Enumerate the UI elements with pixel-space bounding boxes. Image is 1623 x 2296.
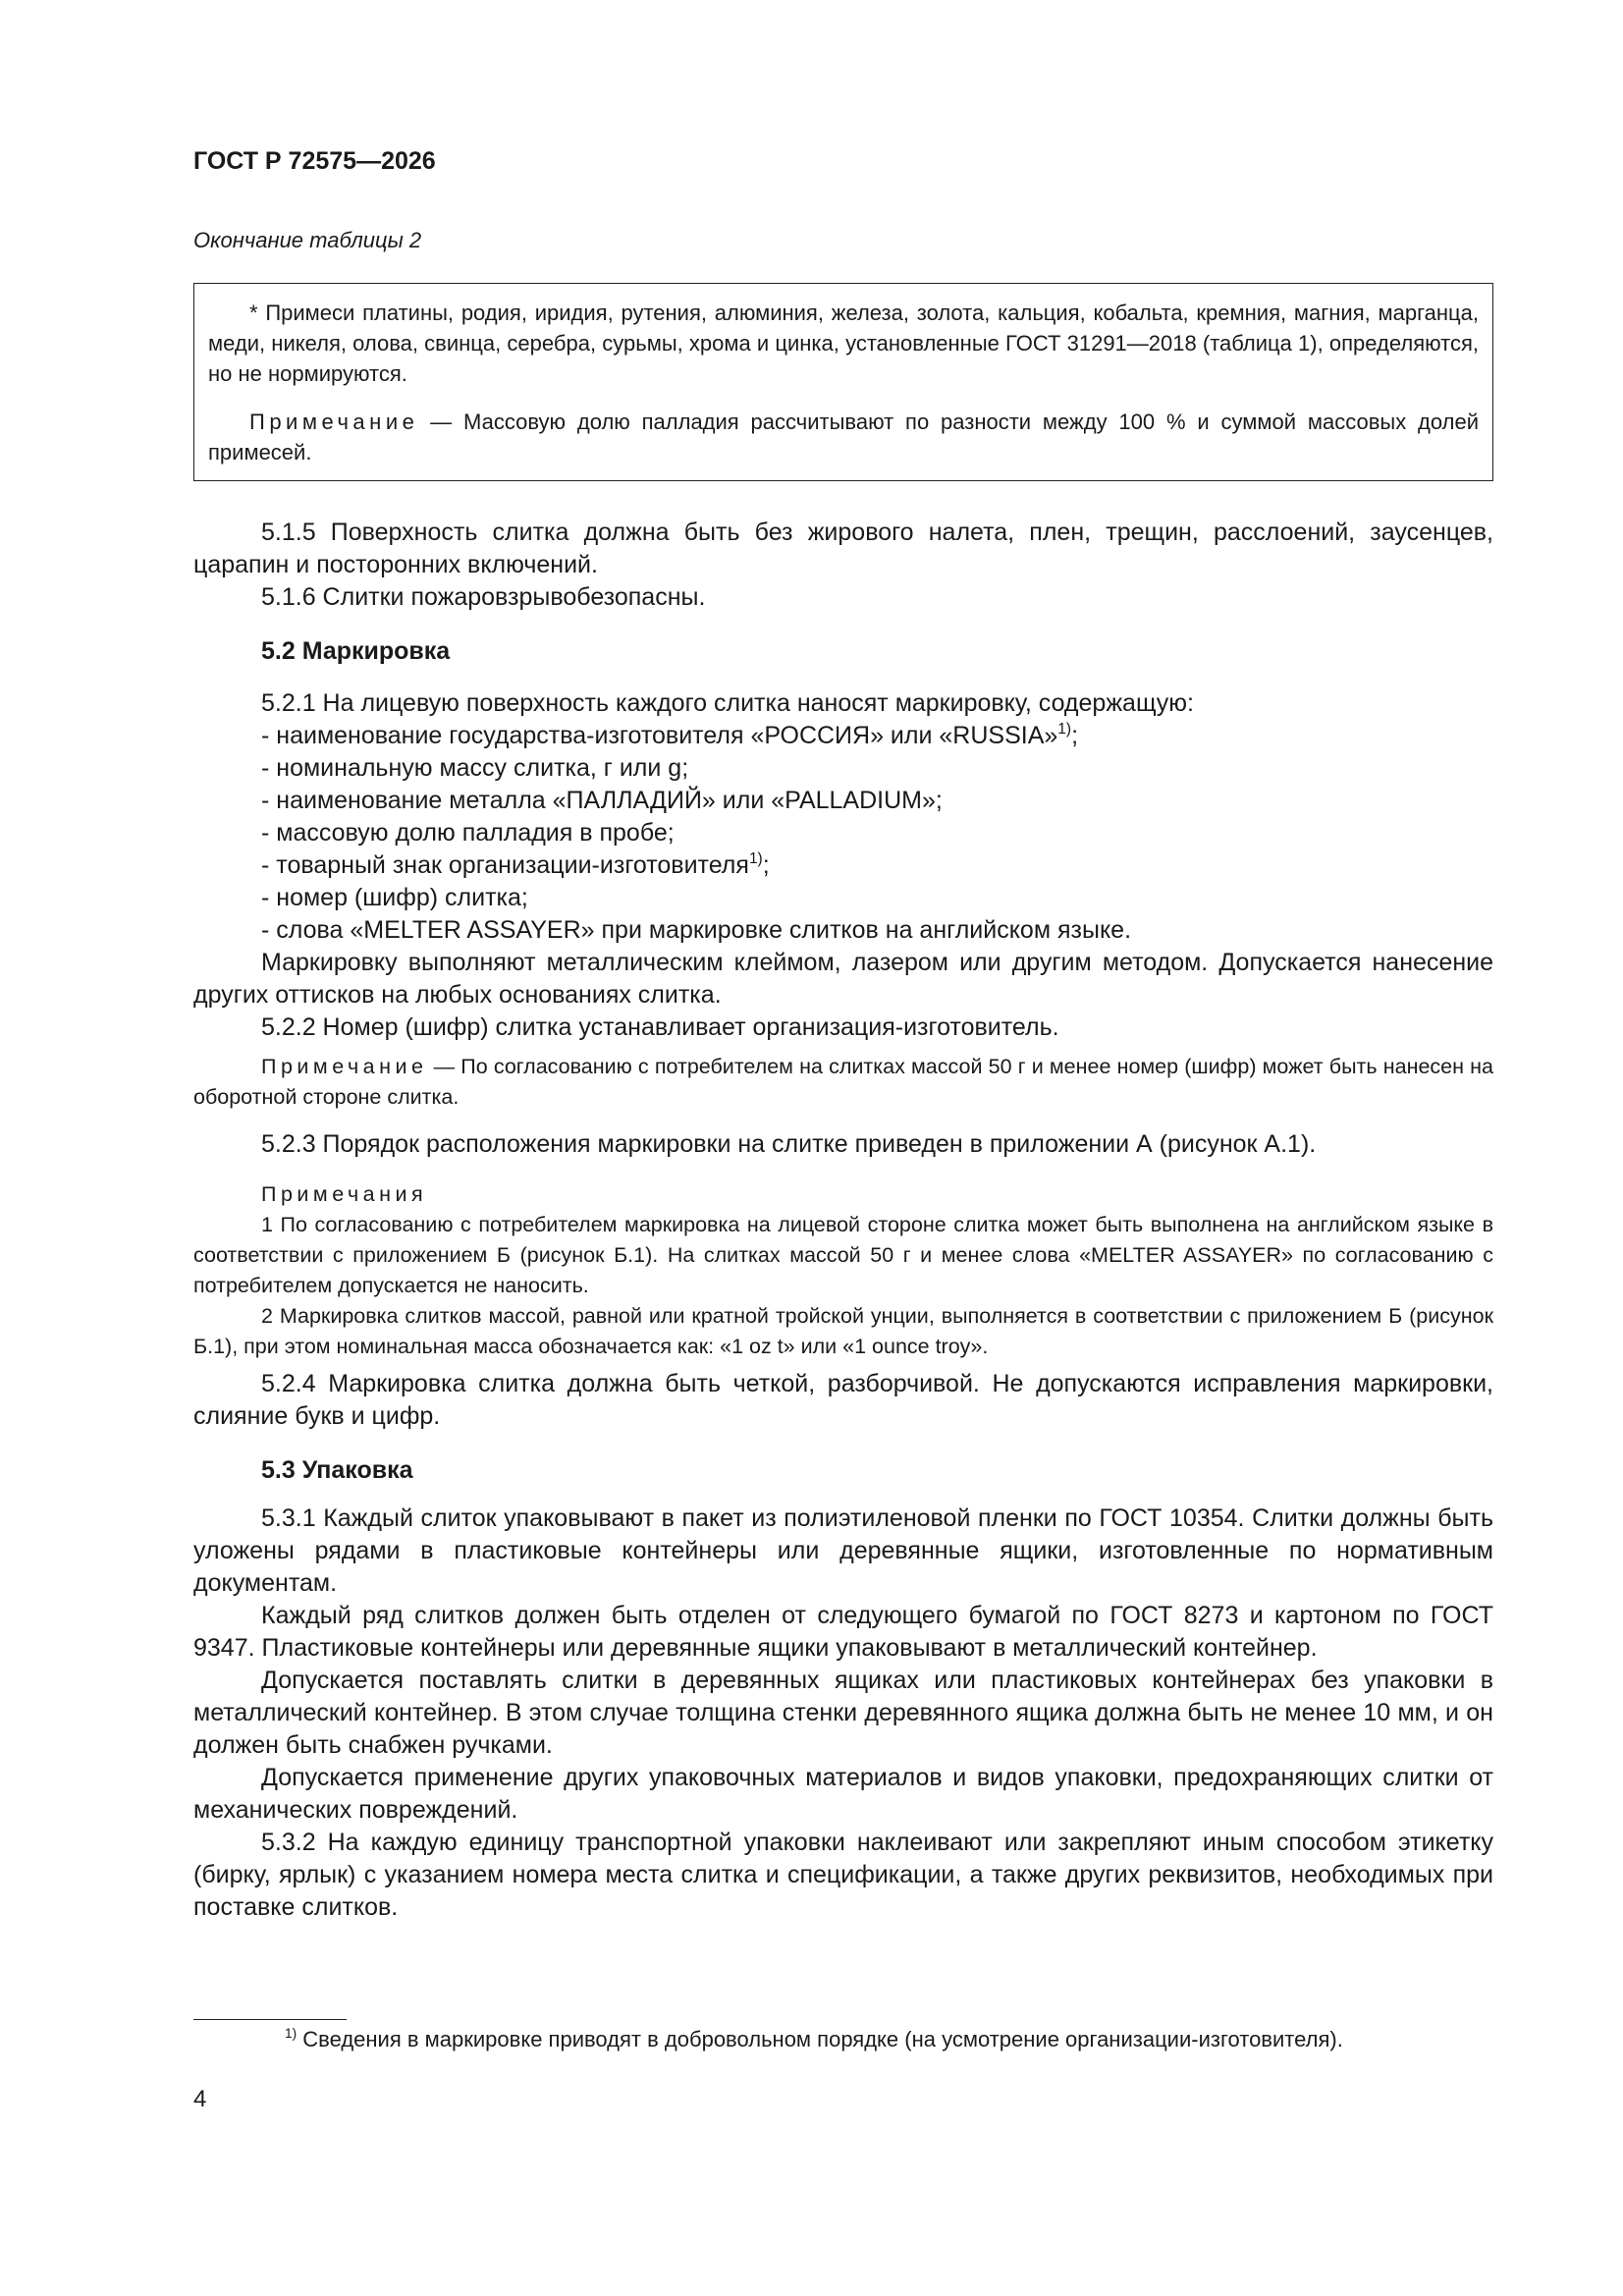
section-5-2-4 <box>193 1368 1493 1433</box>
section-5-1-tail <box>193 517 1493 614</box>
page-number: 4 <box>193 2086 207 2112</box>
note-text: — Массовую долю палладия рассчитывают по разности между 100 % и суммой массовых долей примесей. <box>208 410 1479 465</box>
heading-5-3: 5.3 Упаковка <box>261 1456 413 1484</box>
paragraph-marking-method: Маркировку выполняют металлическим клеймом, лазером или другим методом. Допускается нанесение других оттисков на любых основаниях слитка. <box>193 949 1493 1009</box>
note-item-2: 2 Маркировка слитков массой, равной или кратной тройской унции, выполняется в соответствии с приложением Б (рисунок Б.1), при этом номинальная масса обозначается как: «1 oz t» или «1 ounce troy». <box>193 1304 1493 1358</box>
heading-5-2: 5.2 Маркировка <box>261 637 451 665</box>
list-item: - номинальную массу слитка, г или g; <box>261 754 689 782</box>
notes-label: Примечания <box>261 1182 428 1206</box>
table-footnote-box <box>193 283 1493 481</box>
list-item: - номер (шифр) слитка; <box>261 884 528 911</box>
section-5-2-body <box>193 687 1493 1044</box>
footnote-divider <box>193 2019 347 2020</box>
list-item: - слова «MELTER ASSAYER» при маркировке слитков на английском языке. <box>261 916 1132 944</box>
list-item: - наименование государства-изготовителя «РОССИЯ» или «RUSSIA»$^{1)}$; <box>261 720 1079 749</box>
section-5-3-body <box>193 1503 1493 1924</box>
table-footnote: * Примеси платины, родия, иридия, рутения, алюминия, железа, золота, кальция, кобальта, кремния, магния, марганца, меди, никеля, олова, свинца, серебра, сурьмы, хрома и цинка, установленные ГОСТ 31291—2018 (таблица 1), определяются, но не нормируются. <box>208 301 1479 386</box>
document-number: ГОСТ Р 72575—2026 <box>193 147 436 175</box>
paragraph-rows: Каждый ряд слитков должен быть отделен от следующего бумагой по ГОСТ 8273 и картоном по ГОСТ 9347. Пластиковые контейнеры или деревянные ящики упаковывают в металлический контейнер. <box>193 1602 1493 1662</box>
note-5-2-2 <box>193 1052 1493 1113</box>
list-item: - массовую долю палладия в пробе; <box>261 819 675 847</box>
paragraph-5-2-4: 5.2.4 Маркировка слитка должна быть четкой, разборчивой. Не допускаются исправления маркировки, слияние букв и цифр. <box>193 1370 1493 1430</box>
section-5-3 <box>193 1454 1493 1487</box>
paragraph-5-3-2: 5.3.2 На каждую единицу транспортной упаковки наклеивают или закрепляют иным способом этикетку (бирку, ярлык) с указанием номера места слитка и спецификации, а также других реквизитов, необходимых при поставке слитков. <box>193 1829 1493 1921</box>
note-label: Примечание <box>249 410 419 434</box>
table-continuation-caption: Окончание таблицы 2 <box>193 228 422 252</box>
paragraph-5-2-2: 5.2.2 Номер (шифр) слитка устанавливает организация-изготовитель. <box>261 1013 1059 1041</box>
section-5-2-3 <box>193 1128 1493 1161</box>
footnote <box>285 2027 1343 2052</box>
paragraph-5-2-3: 5.2.3 Порядок расположения маркировки на слитке приведен в приложении А (рисунок А.1). <box>261 1130 1317 1158</box>
footnote-marker: 1) <box>285 2026 298 2042</box>
paragraph-5-1-5: 5.1.5 Поверхность слитка должна быть без жирового налета, плен, трещин, расслоений, заусенцев, царапин и посторонних включений. <box>193 519 1493 578</box>
paragraph-5-3-1: 5.3.1 Каждый слиток упаковывают в пакет из полиэтиленовой пленки по ГОСТ 10354. Слитки должны быть уложены рядами в пластиковые контейнеры или деревянные ящики, изготовленные по нормативным документам. <box>193 1504 1493 1597</box>
notes-5-2-3 <box>193 1179 1493 1362</box>
note-label: Примечание <box>261 1055 428 1078</box>
paragraph-5-2-1: 5.2.1 На лицевую поверхность каждого слитка наносят маркировку, содержащую: <box>261 689 1194 717</box>
paragraph-wood-boxes: Допускается поставлять слитки в деревянных ящиках или пластиковых контейнерах без упаковки в металлический контейнер. В этом случае толщина стенки деревянного ящика должна быть не менее 10 мм, и он должен быть снабжен ручками. <box>193 1667 1493 1759</box>
list-item: - товарный знак организации-изготовителя$^{1)}$; <box>261 849 770 879</box>
list-item: - наименование металла «ПАЛЛАДИЙ» или «PALLADIUM»; <box>261 787 943 814</box>
paragraph-other-packaging: Допускается применение других упаковочных материалов и видов упаковки, предохраняющих слитки от механических повреждений. <box>193 1764 1493 1824</box>
section-5-2 <box>193 635 1493 668</box>
note-item-1: 1 По согласованию с потребителем маркировка на лицевой стороне слитка может быть выполнена на английском языке в соответствии с приложением Б (рисунок Б.1). На слитках массой 50 г и менее слова «MELTER ASSAYER» по согласованию с потребителем допускается не наносить. <box>193 1213 1493 1297</box>
paragraph-5-1-6: 5.1.6 Слитки пожаровзрывобезопасны. <box>261 583 706 611</box>
table-note <box>208 407 1479 467</box>
footnote-text: Сведения в маркировке приводят в добровольном порядке (на усмотрение организации-изготовителя). <box>297 2027 1343 2051</box>
note-text: — По согласованию с потребителем на слитках массой 50 г и менее номер (шифр) может быть нанесен на оборотной стороне слитка. <box>193 1055 1493 1109</box>
